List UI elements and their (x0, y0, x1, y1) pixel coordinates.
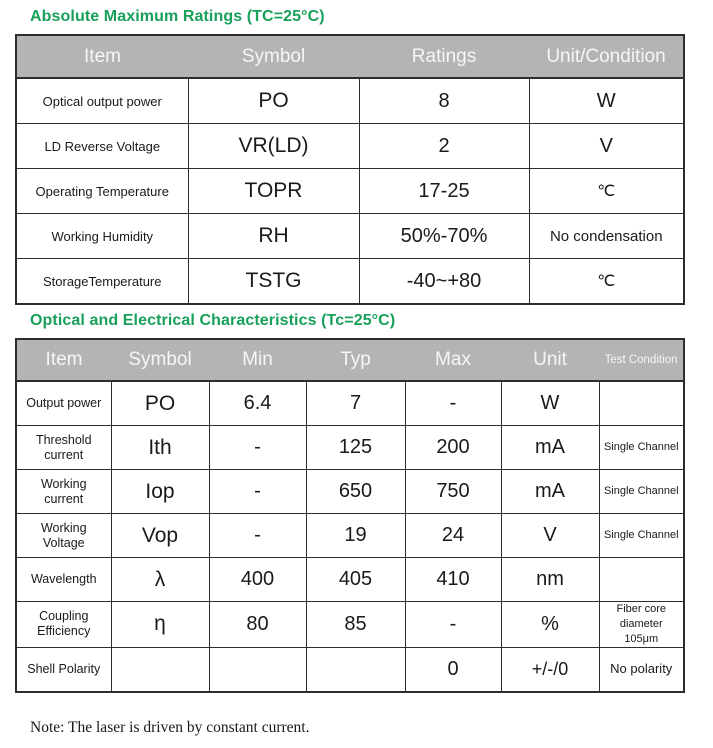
cell-typ (306, 647, 405, 692)
cell-unit: W (501, 381, 599, 426)
cell-min: - (209, 470, 306, 514)
cell-typ: 650 (306, 470, 405, 514)
cell-item: Optical output power (16, 78, 188, 124)
table-row (16, 647, 684, 692)
cell-unit: V (529, 124, 684, 169)
column-header-unit: Unit (501, 339, 599, 381)
cell-max: 200 (405, 426, 501, 470)
cell-item: Wavelength (16, 558, 111, 602)
cell-typ: 7 (306, 381, 405, 426)
cell-symbol: VR(LD) (188, 124, 359, 169)
cell-unit: V (501, 514, 599, 558)
cell-min: 6.4 (209, 381, 306, 426)
cell-ratings: 17-25 (359, 169, 529, 214)
cell-typ: 19 (306, 514, 405, 558)
table-row (16, 214, 684, 259)
cell-symbol (111, 647, 209, 692)
cell-min: 400 (209, 558, 306, 602)
column-header-item: Item (16, 339, 111, 381)
cell-typ: 405 (306, 558, 405, 602)
cell-unit: W (529, 78, 684, 124)
cell-max: 410 (405, 558, 501, 602)
cell-item: Operating Temperature (16, 169, 188, 214)
cell-symbol: Ith (111, 426, 209, 470)
column-header-test-condition: Test Condition (599, 339, 684, 381)
cell-item: Threshold current (16, 426, 111, 470)
cell-unit: ℃ (529, 259, 684, 305)
note-text: Note: The laser is driven by constant current. (30, 719, 310, 736)
absolute-maximum-ratings-table (15, 34, 685, 305)
cell-min: - (209, 426, 306, 470)
cell-item: LD Reverse Voltage (16, 124, 188, 169)
column-header-max: Max (405, 339, 501, 381)
cell-unit: mA (501, 426, 599, 470)
cell-symbol: Iop (111, 470, 209, 514)
table-row (16, 169, 684, 214)
table-row (16, 470, 684, 514)
cell-typ: 125 (306, 426, 405, 470)
cell-symbol: λ (111, 558, 209, 602)
header-row (16, 339, 684, 381)
cell-min: 80 (209, 602, 306, 648)
cell-item: Shell Polarity (16, 647, 111, 692)
column-header-unit-condition: Unit/Condition (529, 35, 684, 78)
cell-item: StorageTemperature (16, 259, 188, 305)
cell-test-condition: Fiber core diameter 105μm (599, 602, 684, 648)
optical-electrical-characteristics-table (15, 338, 685, 693)
cell-max: 24 (405, 514, 501, 558)
cell-unit: No condensation (529, 214, 684, 259)
cell-test-condition (599, 381, 684, 426)
table-row (16, 558, 684, 602)
table-row (16, 602, 684, 648)
cell-max: 0 (405, 647, 501, 692)
cell-item: Working current (16, 470, 111, 514)
cell-ratings: 50%-70% (359, 214, 529, 259)
cell-symbol: PO (111, 381, 209, 426)
cell-symbol: η (111, 602, 209, 648)
cell-unit: ℃ (529, 169, 684, 214)
cell-unit: mA (501, 470, 599, 514)
column-header-item: Item (16, 35, 188, 78)
cell-item: Working Voltage (16, 514, 111, 558)
cell-max: 750 (405, 470, 501, 514)
table-row (16, 426, 684, 470)
cell-symbol: Vop (111, 514, 209, 558)
cell-symbol: PO (188, 78, 359, 124)
cell-ratings: 8 (359, 78, 529, 124)
cell-test-condition: Single Channel (599, 470, 684, 514)
cell-min (209, 647, 306, 692)
cell-typ: 85 (306, 602, 405, 648)
cell-max: - (405, 381, 501, 426)
cell-test-condition (599, 558, 684, 602)
cell-symbol: TSTG (188, 259, 359, 305)
cell-test-condition: No polarity (599, 647, 684, 692)
column-header-min: Min (209, 339, 306, 381)
cell-test-condition: Single Channel (599, 426, 684, 470)
cell-unit: +/-/0 (501, 647, 599, 692)
cell-item: Coupling Efficiency (16, 602, 111, 648)
cell-ratings: 2 (359, 124, 529, 169)
cell-ratings: -40~+80 (359, 259, 529, 305)
column-header-ratings: Ratings (359, 35, 529, 78)
cell-unit: nm (501, 558, 599, 602)
table-row (16, 78, 684, 124)
column-header-symbol: Symbol (188, 35, 359, 78)
cell-item: Output power (16, 381, 111, 426)
absolute-maximum-ratings-title: Absolute Maximum Ratings (TC=25°C) (30, 8, 325, 25)
optical-electrical-characteristics-title: Optical and Electrical Characteristics (Tc=25°C) (30, 312, 396, 329)
cell-symbol: TOPR (188, 169, 359, 214)
cell-max: - (405, 602, 501, 648)
table-row (16, 124, 684, 169)
cell-item: Working Humidity (16, 214, 188, 259)
cell-test-condition: Single Channel (599, 514, 684, 558)
table-row (16, 259, 684, 305)
header-row (16, 35, 684, 78)
column-header-typ: Typ (306, 339, 405, 381)
cell-unit: % (501, 602, 599, 648)
column-header-symbol: Symbol (111, 339, 209, 381)
table-row (16, 381, 684, 426)
cell-min: - (209, 514, 306, 558)
table-row (16, 514, 684, 558)
cell-symbol: RH (188, 214, 359, 259)
